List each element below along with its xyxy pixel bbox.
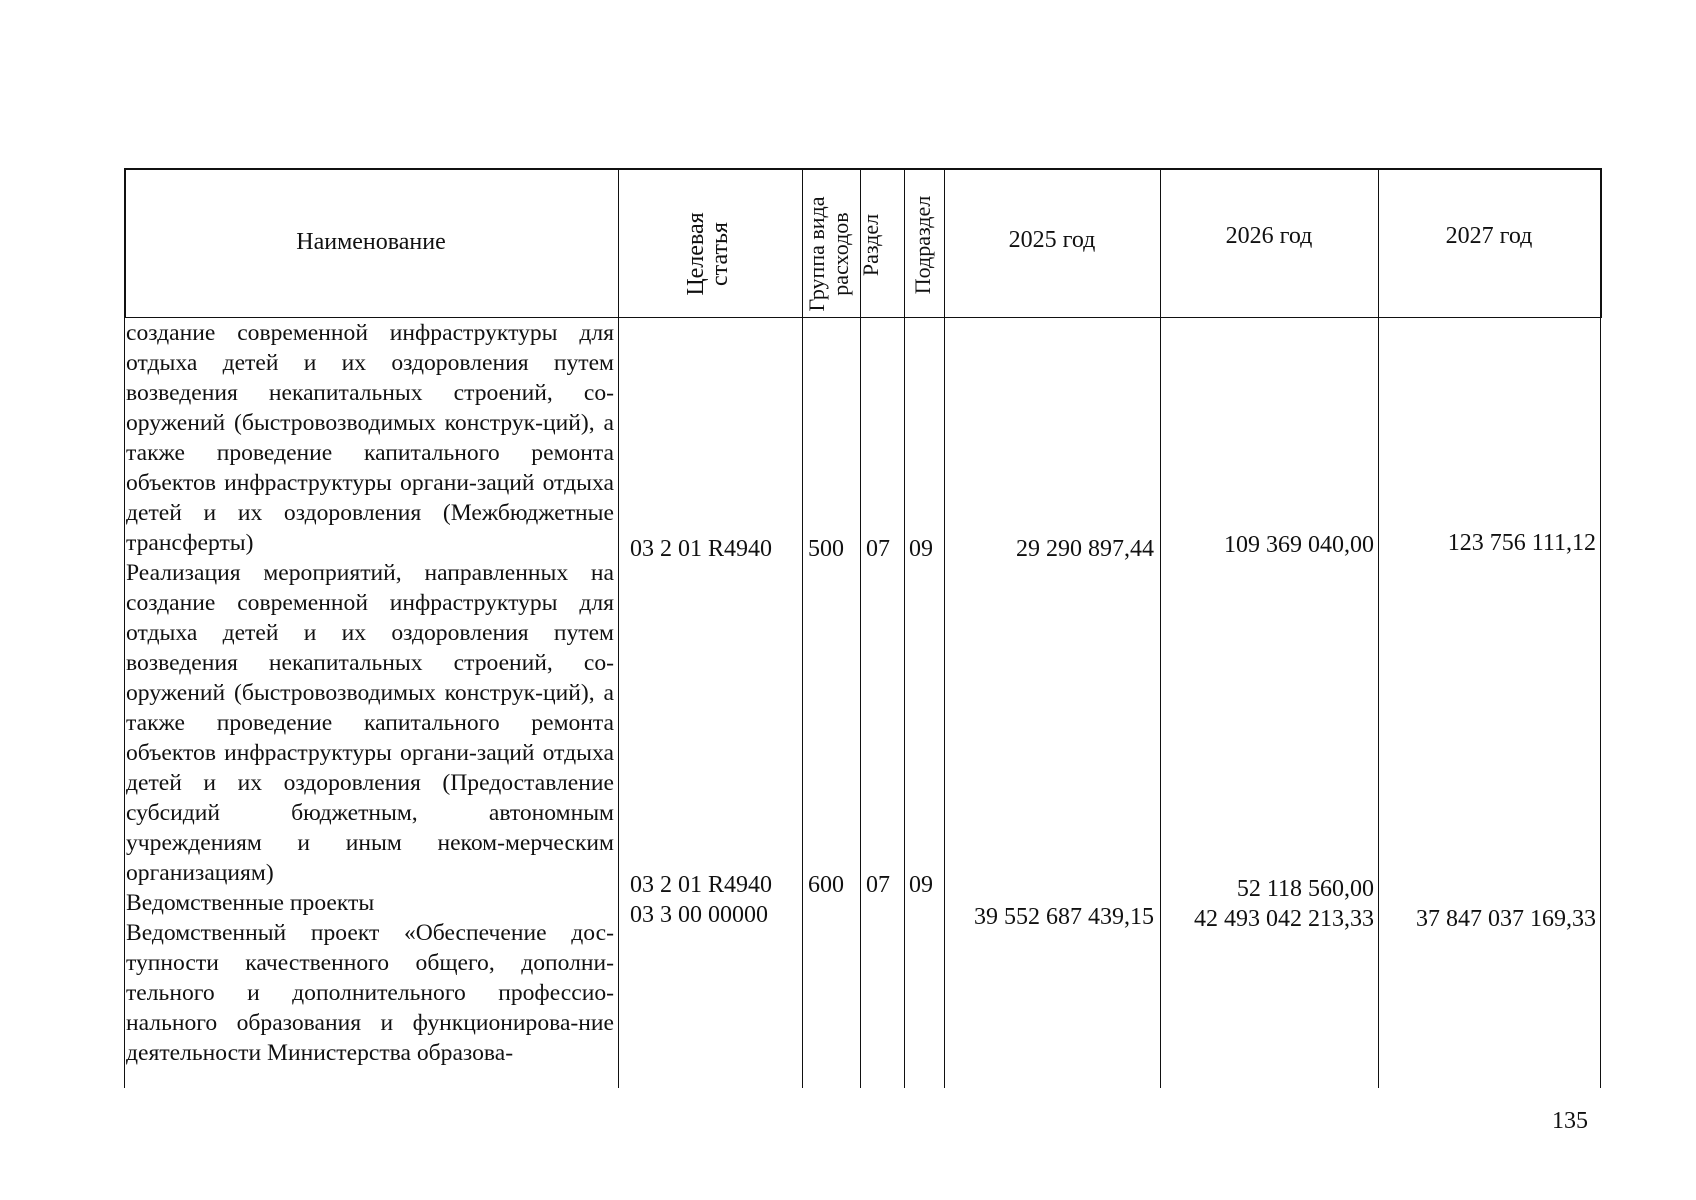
header-expense-group xyxy=(805,185,857,323)
row-2027: 123 756 111,12 xyxy=(1447,530,1596,556)
divider xyxy=(618,168,619,1088)
divider xyxy=(904,168,905,1088)
row-2026: 109 369 040,00 xyxy=(1224,532,1374,558)
divider xyxy=(1378,168,1379,1088)
header-expense-group-text: Группа вида расходов xyxy=(804,196,853,312)
header-target-article xyxy=(684,184,736,324)
row-code: 03 2 01 R4940 xyxy=(630,872,773,898)
divider xyxy=(1160,168,1161,1088)
row-section: 07 xyxy=(866,536,890,562)
row-2026: 42 493 042 213,33 xyxy=(1194,906,1374,932)
header-2027: 2027 год xyxy=(1445,223,1533,249)
divider xyxy=(860,168,861,1088)
row-group: 500 xyxy=(808,536,844,562)
header-2026: 2026 год xyxy=(1225,223,1313,249)
divider xyxy=(124,168,125,1088)
row-name: Ведомственные проекты xyxy=(126,890,375,916)
header-name: Наименование xyxy=(296,229,446,255)
page-number: 135 xyxy=(1552,1108,1588,1134)
row-group: 600 xyxy=(808,872,844,898)
row-subsection: 09 xyxy=(909,536,933,562)
row-code: 03 2 01 R4940 xyxy=(630,536,773,562)
row-2025: 29 290 897,44 xyxy=(1016,536,1154,562)
row-subsection: 09 xyxy=(909,872,933,898)
divider xyxy=(1600,168,1601,1088)
header-target-article-text: Целевая статья xyxy=(683,212,733,296)
header-section xyxy=(859,195,885,295)
divider xyxy=(944,168,945,1088)
divider xyxy=(802,168,803,1088)
header-section-text: Раздел xyxy=(858,213,883,277)
row-2027: 37 847 037 169,33 xyxy=(1416,906,1596,932)
header-subsection xyxy=(911,185,937,305)
row-name: Реализация мероприятий, направленных на создание современной инфраструктуры для отдыха детей и их оздоровления путем возведения некапитальных строений, со-оружений (быстровозводимых конструк-ций), а также проведение капитального ремонта объектов инфраструктуры органи-заций отдыха детей и их оздоровления (Предоставление субсидий бюджетным, автономным учреждениям и иным неком-мерческим организациям) xyxy=(126,560,614,886)
header-2025: 2025 год xyxy=(1008,227,1096,253)
row-name: Ведомственный проект «Обеспечение дос-тупности качественного общего, дополни-тельного и дополнительного профессио-нального образования и функционирова-ние деятельности Министерства образова- xyxy=(126,920,614,1066)
row-name: создание современной инфраструктуры для отдыха детей и их оздоровления путем возведения некапитальных строений, со-оружений (быстровозводимых конструк-ций), а также проведение капитального ремонта объектов инфраструктуры органи-заций отдыха детей и их оздоровления (Межбюджетные трансферты) xyxy=(126,320,614,556)
row-2026: 52 118 560,00 xyxy=(1236,876,1374,902)
row-section: 07 xyxy=(866,872,890,898)
name-column xyxy=(126,318,614,1068)
header-subsection-text: Подраздел xyxy=(910,195,935,295)
row-code: 03 3 00 00000 xyxy=(630,902,768,928)
row-2025: 39 552 687 439,15 xyxy=(974,904,1154,930)
